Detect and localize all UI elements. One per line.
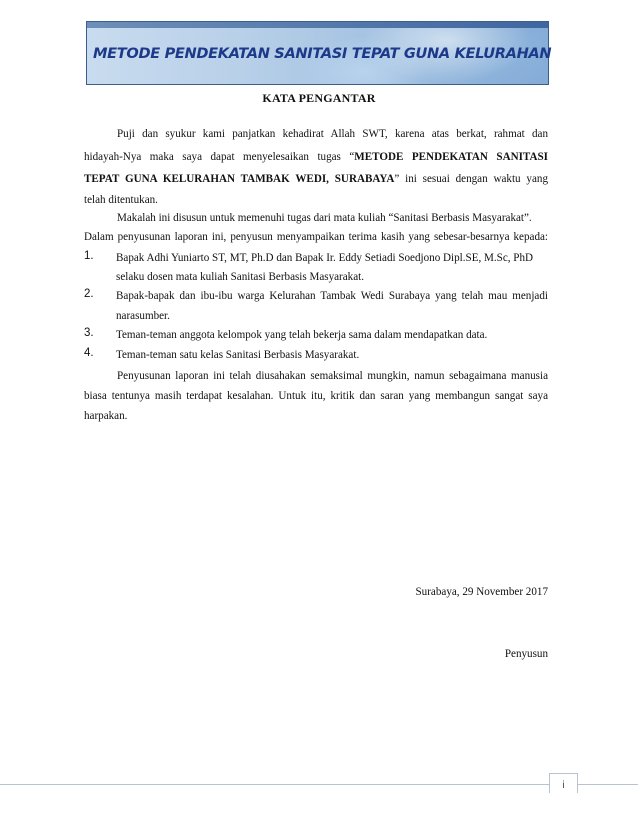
para3-line1: Penyusunan laporan ini telah diusahakan semaksimal mungkin, namun sebagaimana manusia: [117, 370, 548, 382]
para2-line2: Dalam penyusunan laporan ini, penyusun menyampaikan terima kasih yang sebesar-besarnya kepada:: [84, 231, 548, 243]
para1-line1: Puji dan syukur kami panjatkan kehadirat Allah SWT, karena atas berkat, rahmat dan: [117, 128, 548, 140]
list-item-1-line2: selaku dosen mata kuliah Sanitasi Berbasis Masyarakat.: [116, 271, 365, 283]
title-banner: [86, 21, 552, 85]
list-item-1-line1: Bapak Adhi Yuniarto ST, MT, Ph.D dan Bapak Ir. Eddy Setiadi Soedjono Dipl.SE, M.Sc, PhD: [116, 252, 534, 264]
list-number-4: 4.: [84, 347, 94, 359]
para1-line2: hidayah-Nya maka saya dapat menyelesaikan tugas “METODE PENDEKATAN SANITASI: [84, 151, 548, 163]
para1-line3: TEPAT GUNA KELURAHAN TAMBAK WEDI, SURABAYA” ini sesuai dengan waktu yang: [84, 173, 548, 185]
list-item-4-line1: Teman-teman satu kelas Sanitasi Berbasis Masyarakat.: [116, 349, 360, 361]
list-item-3-line1: Teman-teman anggota kelompok yang telah bekerja sama dalam mendapatkan data.: [116, 329, 488, 341]
list-item-2-line2: narasumber.: [116, 310, 170, 322]
para2-line1: Makalah ini disusun untuk memenuhi tugas dari mata kuliah “Sanitasi Berbasis Masyarakat”.: [117, 212, 532, 224]
author-label: Penyusun: [504, 648, 548, 660]
place-date: Surabaya, 29 November 2017: [415, 586, 548, 598]
list-number-1: 1.: [84, 250, 94, 262]
list-item-2-line1: Bapak-bapak dan ibu-ibu warga Kelurahan Tambak Wedi Surabaya yang telah mau menjadi: [116, 290, 548, 302]
footer-rule: [0, 784, 638, 785]
para3-line3: harpakan.: [84, 410, 128, 422]
banner-title: METODE PENDEKATAN SANITASI TEPAT GUNA KELURAHAN: [93, 45, 552, 62]
page-number: i: [549, 773, 578, 793]
page-heading: KATA PENGANTAR: [262, 91, 376, 105]
list-number-3: 3.: [84, 327, 94, 339]
list-number-2: 2.: [84, 288, 94, 300]
para1-line4: telah ditentukan.: [84, 194, 158, 206]
para3-line2: biasa tentunya masih terdapat kesalahan. Untuk itu, kritik dan saran yang membangun sangat saya: [84, 390, 548, 402]
